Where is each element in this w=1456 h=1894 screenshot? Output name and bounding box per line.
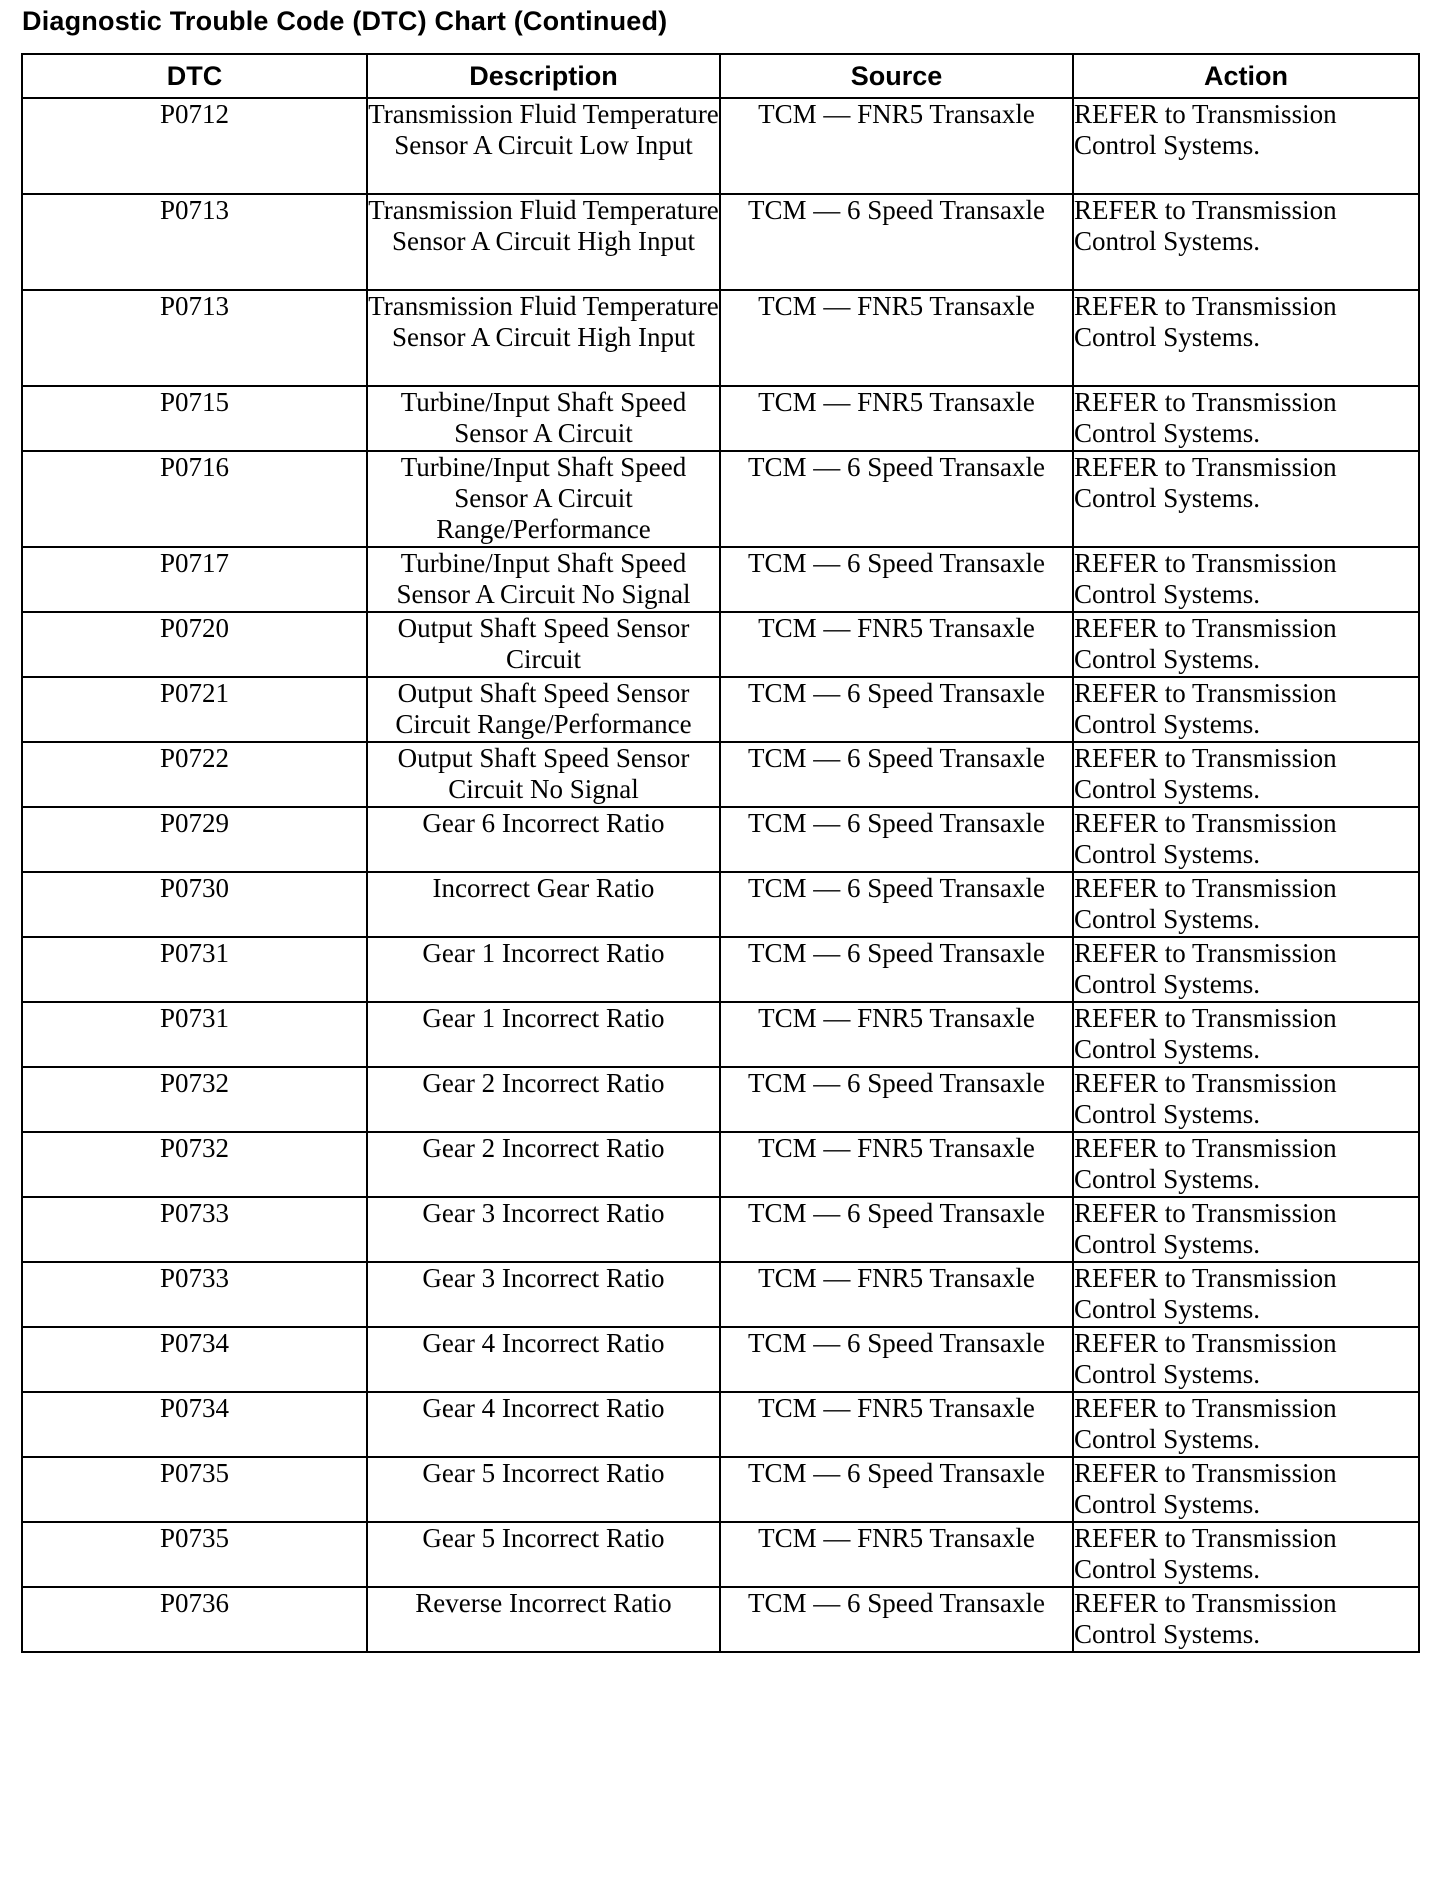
dtc-source: TCM — FNR5 Transaxle (720, 98, 1073, 194)
table-row (22, 1197, 1419, 1262)
dtc-action: REFER to Transmission Control Systems. (1073, 807, 1419, 872)
dtc-chart-table (21, 53, 1420, 1653)
dtc-source: TCM — FNR5 Transaxle (720, 386, 1073, 451)
dtc-description: Gear 2 Incorrect Ratio (367, 1132, 720, 1197)
table-row (22, 937, 1419, 1002)
dtc-code: P0715 (22, 386, 367, 451)
table-row (22, 807, 1419, 872)
dtc-action: REFER to Transmission Control Systems. (1073, 1457, 1419, 1522)
table-row (22, 1327, 1419, 1392)
dtc-code: P0735 (22, 1522, 367, 1587)
dtc-action: REFER to Transmission Control Systems. (1073, 612, 1419, 677)
table-row (22, 742, 1419, 807)
dtc-source: TCM — FNR5 Transaxle (720, 1392, 1073, 1457)
dtc-action: REFER to Transmission Control Systems. (1073, 1262, 1419, 1327)
dtc-source: TCM — 6 Speed Transaxle (720, 1327, 1073, 1392)
dtc-source: TCM — 6 Speed Transaxle (720, 742, 1073, 807)
dtc-description: Output Shaft Speed Sensor Circuit No Signal (367, 742, 720, 807)
table-header-row (22, 54, 1419, 98)
table-row (22, 1587, 1419, 1652)
dtc-description: Gear 1 Incorrect Ratio (367, 1002, 720, 1067)
dtc-code: P0732 (22, 1067, 367, 1132)
dtc-description: Transmission Fluid Temperature Sensor A Circuit High Input (367, 290, 720, 386)
dtc-action: REFER to Transmission Control Systems. (1073, 1522, 1419, 1587)
dtc-description: Gear 5 Incorrect Ratio (367, 1457, 720, 1522)
dtc-source: TCM — FNR5 Transaxle (720, 612, 1073, 677)
dtc-code: P0735 (22, 1457, 367, 1522)
dtc-code: P0731 (22, 937, 367, 1002)
dtc-code: P0734 (22, 1392, 367, 1457)
dtc-source: TCM — 6 Speed Transaxle (720, 1457, 1073, 1522)
dtc-code: P0736 (22, 1587, 367, 1652)
dtc-action: REFER to Transmission Control Systems. (1073, 290, 1419, 386)
dtc-description: Gear 3 Incorrect Ratio (367, 1262, 720, 1327)
table-row (22, 194, 1419, 290)
dtc-source: TCM — FNR5 Transaxle (720, 1522, 1073, 1587)
dtc-action: REFER to Transmission Control Systems. (1073, 451, 1419, 547)
table-row (22, 547, 1419, 612)
dtc-description: Gear 4 Incorrect Ratio (367, 1327, 720, 1392)
page-title: Diagnostic Trouble Code (DTC) Chart (Continued) (22, 6, 668, 36)
table-row (22, 1262, 1419, 1327)
dtc-source: TCM — FNR5 Transaxle (720, 1002, 1073, 1067)
dtc-description: Gear 6 Incorrect Ratio (367, 807, 720, 872)
dtc-description: Gear 2 Incorrect Ratio (367, 1067, 720, 1132)
dtc-action: REFER to Transmission Control Systems. (1073, 742, 1419, 807)
dtc-code: P0716 (22, 451, 367, 547)
dtc-code: P0733 (22, 1197, 367, 1262)
dtc-action: REFER to Transmission Control Systems. (1073, 677, 1419, 742)
dtc-action: REFER to Transmission Control Systems. (1073, 1132, 1419, 1197)
dtc-description: Turbine/Input Shaft Speed Sensor A Circuit No Signal (367, 547, 720, 612)
dtc-description: Gear 5 Incorrect Ratio (367, 1522, 720, 1587)
dtc-description: Output Shaft Speed Sensor Circuit (367, 612, 720, 677)
dtc-source: TCM — 6 Speed Transaxle (720, 451, 1073, 547)
column-header-source: Source (720, 54, 1073, 98)
table-row (22, 1002, 1419, 1067)
dtc-code: P0730 (22, 872, 367, 937)
dtc-action: REFER to Transmission Control Systems. (1073, 194, 1419, 290)
dtc-code: P0713 (22, 194, 367, 290)
dtc-action: REFER to Transmission Control Systems. (1073, 98, 1419, 194)
dtc-code: P0713 (22, 290, 367, 386)
dtc-source: TCM — 6 Speed Transaxle (720, 194, 1073, 290)
dtc-code: P0732 (22, 1132, 367, 1197)
dtc-description: Gear 1 Incorrect Ratio (367, 937, 720, 1002)
dtc-source: TCM — 6 Speed Transaxle (720, 937, 1073, 1002)
table-row (22, 1522, 1419, 1587)
dtc-action: REFER to Transmission Control Systems. (1073, 1392, 1419, 1457)
table-row (22, 677, 1419, 742)
column-header-dtc: DTC (22, 54, 367, 98)
dtc-description: Output Shaft Speed Sensor Circuit Range/Performance (367, 677, 720, 742)
dtc-source: TCM — 6 Speed Transaxle (720, 677, 1073, 742)
dtc-code: P0731 (22, 1002, 367, 1067)
dtc-code: P0712 (22, 98, 367, 194)
table-row (22, 872, 1419, 937)
dtc-action: REFER to Transmission Control Systems. (1073, 937, 1419, 1002)
dtc-code: P0721 (22, 677, 367, 742)
dtc-action: REFER to Transmission Control Systems. (1073, 386, 1419, 451)
table-row (22, 451, 1419, 547)
dtc-source: TCM — FNR5 Transaxle (720, 1132, 1073, 1197)
dtc-source: TCM — 6 Speed Transaxle (720, 807, 1073, 872)
table-row (22, 612, 1419, 677)
dtc-action: REFER to Transmission Control Systems. (1073, 872, 1419, 937)
column-header-action: Action (1073, 54, 1419, 98)
table-row (22, 290, 1419, 386)
dtc-source: TCM — 6 Speed Transaxle (720, 1067, 1073, 1132)
dtc-source: TCM — FNR5 Transaxle (720, 290, 1073, 386)
dtc-action: REFER to Transmission Control Systems. (1073, 1197, 1419, 1262)
dtc-description: Gear 3 Incorrect Ratio (367, 1197, 720, 1262)
dtc-description: Incorrect Gear Ratio (367, 872, 720, 937)
table-row (22, 386, 1419, 451)
column-header-description: Description (367, 54, 720, 98)
table-row (22, 1067, 1419, 1132)
dtc-code: P0734 (22, 1327, 367, 1392)
dtc-description: Transmission Fluid Temperature Sensor A Circuit Low Input (367, 98, 720, 194)
dtc-description: Turbine/Input Shaft Speed Sensor A Circuit (367, 386, 720, 451)
dtc-action: REFER to Transmission Control Systems. (1073, 1327, 1419, 1392)
dtc-description: Turbine/Input Shaft Speed Sensor A Circuit Range/Performance (367, 451, 720, 547)
dtc-code: P0733 (22, 1262, 367, 1327)
table-row (22, 98, 1419, 194)
dtc-action: REFER to Transmission Control Systems. (1073, 1002, 1419, 1067)
dtc-description: Reverse Incorrect Ratio (367, 1587, 720, 1652)
dtc-code: P0720 (22, 612, 367, 677)
table-row (22, 1132, 1419, 1197)
dtc-source: TCM — 6 Speed Transaxle (720, 1587, 1073, 1652)
dtc-source: TCM — 6 Speed Transaxle (720, 547, 1073, 612)
table-row (22, 1457, 1419, 1522)
dtc-code: P0722 (22, 742, 367, 807)
dtc-action: REFER to Transmission Control Systems. (1073, 1067, 1419, 1132)
dtc-source: TCM — FNR5 Transaxle (720, 1262, 1073, 1327)
dtc-description: Gear 4 Incorrect Ratio (367, 1392, 720, 1457)
dtc-action: REFER to Transmission Control Systems. (1073, 1587, 1419, 1652)
dtc-description: Transmission Fluid Temperature Sensor A Circuit High Input (367, 194, 720, 290)
dtc-source: TCM — 6 Speed Transaxle (720, 1197, 1073, 1262)
dtc-code: P0717 (22, 547, 367, 612)
dtc-action: REFER to Transmission Control Systems. (1073, 547, 1419, 612)
table-row (22, 1392, 1419, 1457)
dtc-code: P0729 (22, 807, 367, 872)
dtc-source: TCM — 6 Speed Transaxle (720, 872, 1073, 937)
